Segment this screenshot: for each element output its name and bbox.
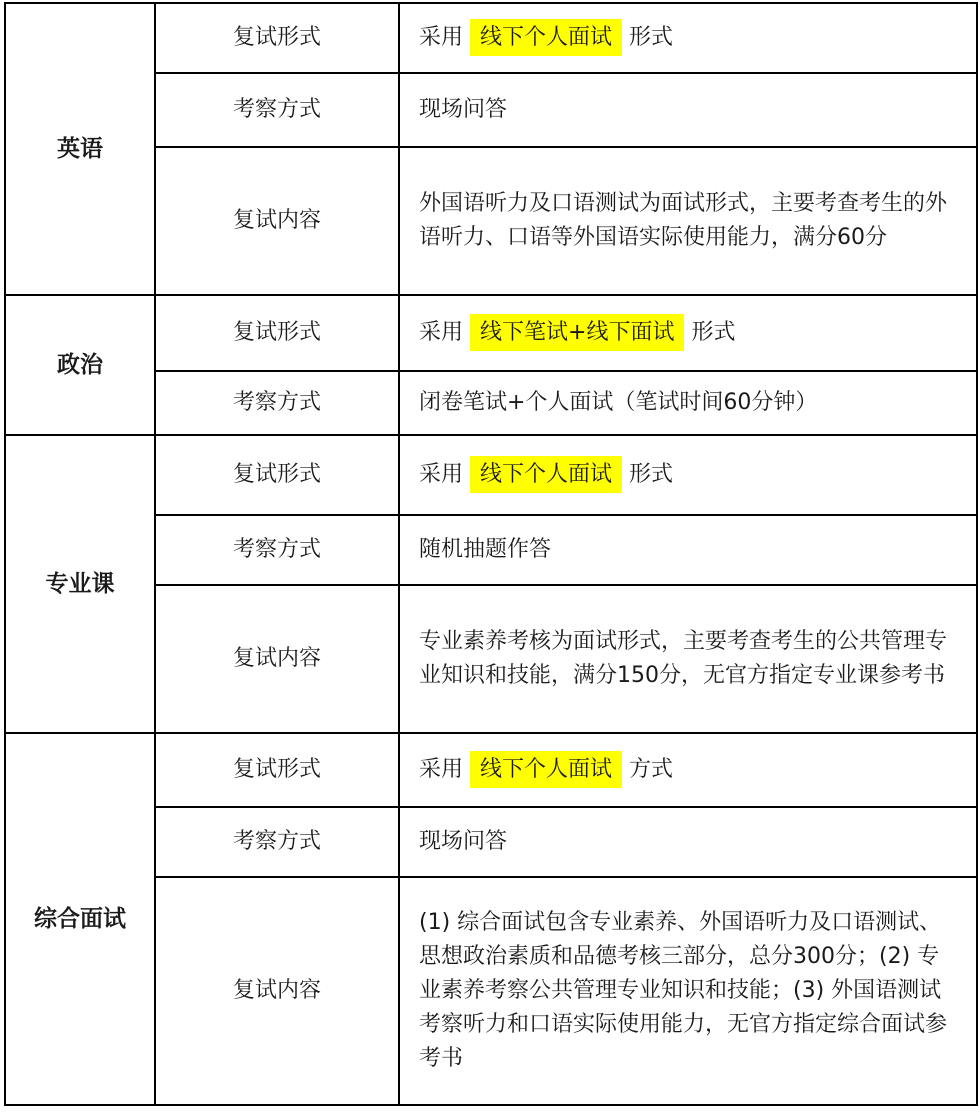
content-suffix: 方式 [629,757,674,782]
row-label: 考察方式 [155,73,399,147]
row-label: 复试内容 [155,147,399,295]
table-row [5,435,977,515]
row-content: (1) 综合面试包含专业素养、外国语听力及口语测试、思想政治素质和品德考核三部分，总分300分；(2) 专业素养考察公共管理专业知识和技能；(3) 外国语测试考察听力和口语实际使用能力，无官方指定综合面试参考书 [399,877,977,1105]
row-label: 复试内容 [155,877,399,1105]
row-content: 现场问答 [399,73,977,147]
row-content: 外国语听力及口语测试为面试形式，主要考查考生的外语听力、口语等外国语实际使用能力，满分60分 [399,147,977,295]
content-suffix: 形式 [629,25,674,50]
row-label: 考察方式 [155,371,399,435]
content-prefix: 采用 [419,25,464,50]
table-row [5,3,977,73]
highlighted-text: 线下个人面试 [470,19,622,56]
content-prefix: 采用 [419,757,464,782]
row-label: 考察方式 [155,807,399,877]
category-cell: 英语 [5,3,155,295]
content-prefix: 采用 [419,462,464,487]
row-label: 复试形式 [155,3,399,73]
content-prefix: 采用 [419,320,464,345]
highlighted-text: 线下个人面试 [470,751,622,788]
row-label: 复试形式 [155,295,399,371]
row-content: 闭卷笔试+个人面试（笔试时间60分钟） [399,371,977,435]
row-content [399,733,977,807]
highlighted-text: 线下笔试+线下面试 [470,314,684,351]
table-row [5,295,977,371]
row-content: 随机抽题作答 [399,515,977,585]
content-suffix: 形式 [629,462,674,487]
row-label: 复试内容 [155,585,399,733]
row-content: 专业素养考核为面试形式，主要考查考生的公共管理专业知识和技能，满分150分，无官方指定专业课参考书 [399,585,977,733]
row-content [399,435,977,515]
category-cell: 专业课 [5,435,155,733]
category-cell: 政治 [5,295,155,435]
row-label: 考察方式 [155,515,399,585]
row-content [399,3,977,73]
row-label: 复试形式 [155,435,399,515]
row-content [399,295,977,371]
highlighted-text: 线下个人面试 [470,456,622,493]
row-label: 复试形式 [155,733,399,807]
table-row [5,733,977,807]
category-cell: 综合面试 [5,733,155,1105]
content-suffix: 形式 [691,320,736,345]
retest-table [4,2,978,1106]
row-content: 现场问答 [399,807,977,877]
